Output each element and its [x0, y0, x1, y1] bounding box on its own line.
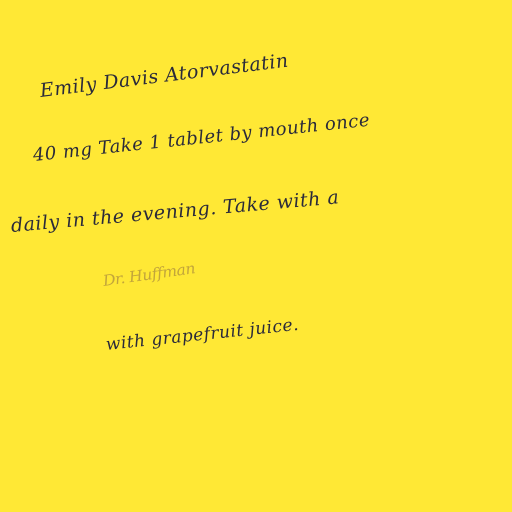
warning-line: with grapefruit juice. [104, 314, 300, 355]
patient-and-drug-line: Emily Davis Atorvastatin [38, 49, 290, 102]
dosage-instructions-line: 40 mg Take 1 tablet by mouth once [31, 109, 371, 166]
timing-instructions-line: daily in the evening. Take with a [10, 186, 341, 237]
faded-prescriber-line: Dr. Huffman [101, 259, 197, 290]
